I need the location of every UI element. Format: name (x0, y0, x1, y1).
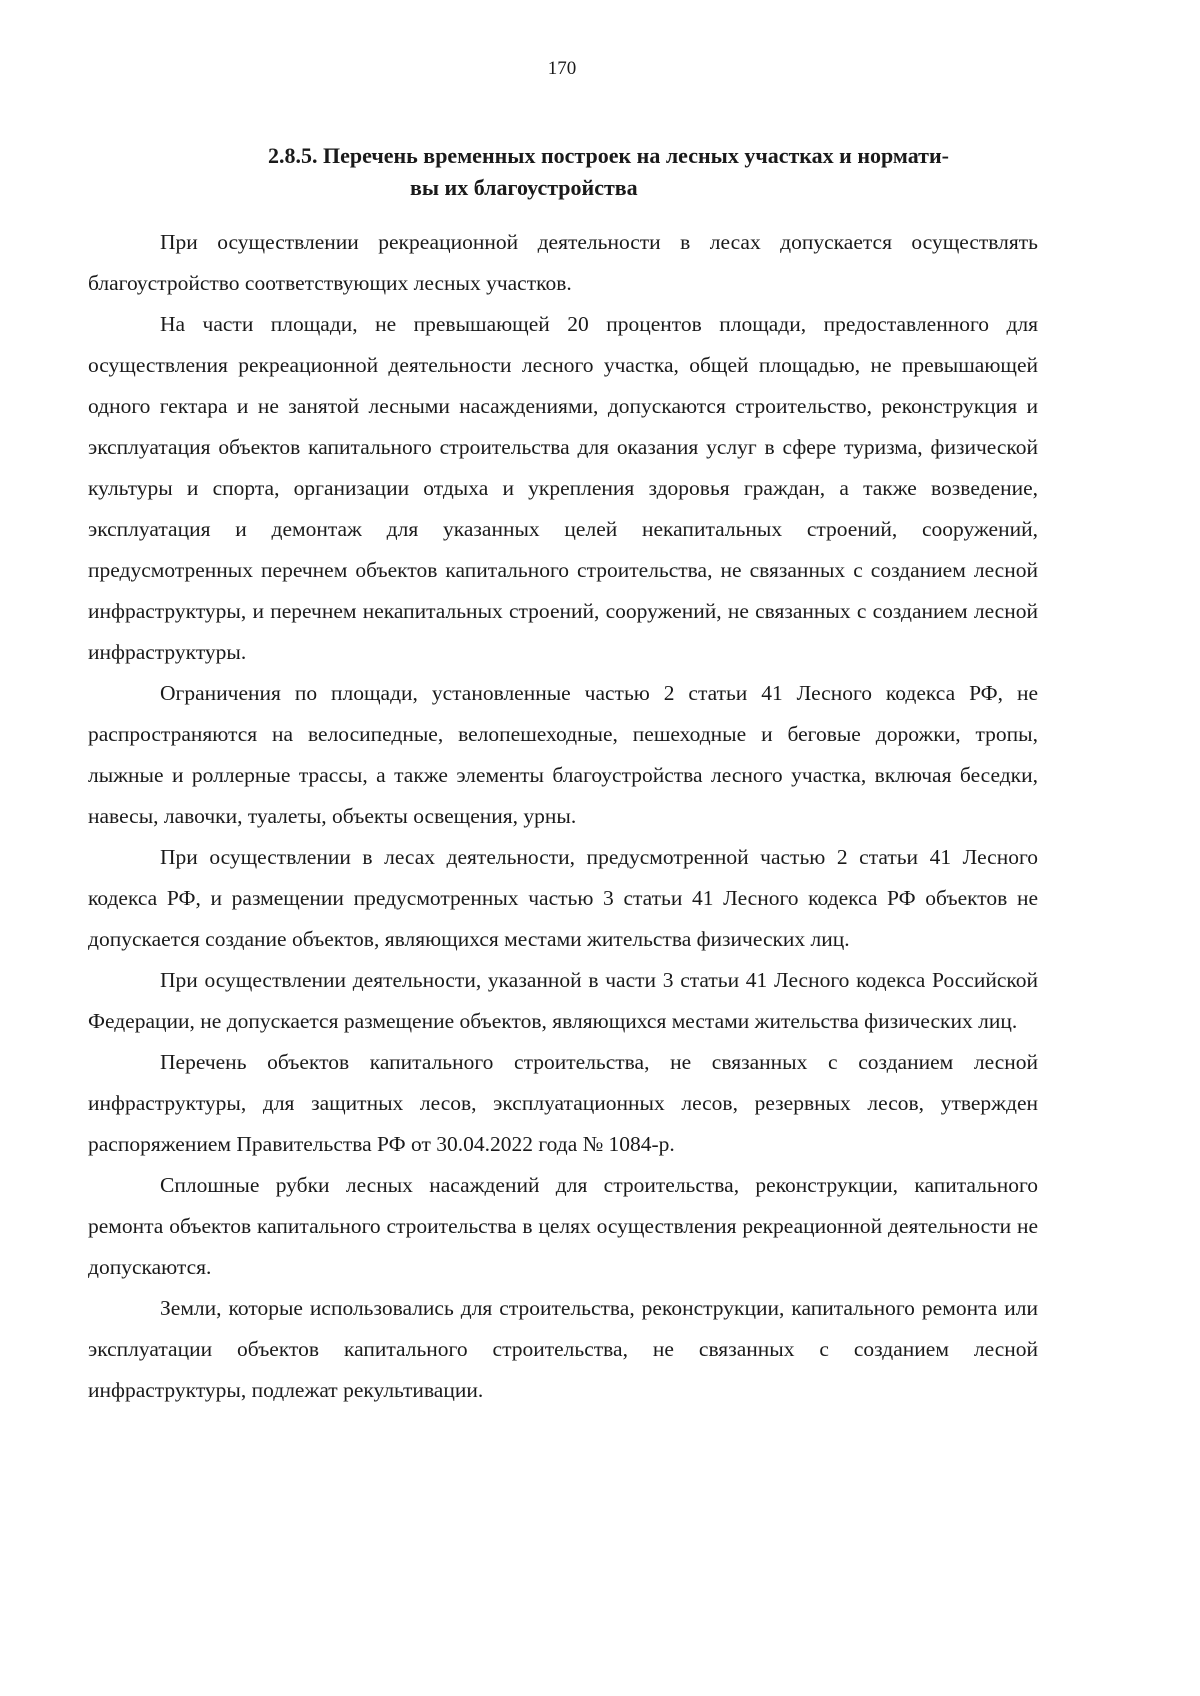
paragraph-6: Перечень объектов капитального строительства, не связанных с созданием лесной инфраструктуры, для защитных лесов, эксплуатационных лесов, резервных лесов, утвержден распоряжением Правительства РФ от 30.04.2022 года № 1084-р. (88, 1050, 1038, 1156)
paragraph-7: Сплошные рубки лесных насаждений для строительства, реконструкции, капитального ремонта объектов капитального строительства в целях осуществления рекреационной деятельности не допускаются. (88, 1173, 1038, 1279)
paragraph-2: На части площади, не превышающей 20 процентов площади, предоставленного для осуществления рекреационной деятельности лесного участка, общей площадью, не превышающей одного гектара и не занятой лесными насаждениями, допускаются строительство, реконструкция и эксплуатация объектов капитального строительства для оказания услуг в сфере туризма, физической культуры и спорта, организации отдыха и укрепления здоровья граждан, а также возведение, эксплуатация и демонтаж для указанных целей некапитальных строений, сооружений, предусмотренных перечнем объектов капитального строительства, не связанных с созданием лесной инфраструктуры, и перечнем некапитальных строений, сооружений, не связанных с созданием лесной инфраструктуры. (88, 312, 1038, 664)
paragraph-3: Ограничения по площади, установленные частью 2 статьи 41 Лесного кодекса РФ, не распространяются на велосипедные, велопешеходные, пешеходные и беговые дорожки, тропы, лыжные и роллерные трассы, а также элементы благоустройства лесного участка, включая беседки, навесы, лавочки, туалеты, объекты освещения, урны. (88, 681, 1038, 828)
body-text (88, 222, 1038, 1411)
section-heading-line-1: 2.8.5. Перечень временных построек на лесных участках и нормати- (268, 143, 949, 168)
paragraph-5: При осуществлении деятельности, указанной в части 3 статьи 41 Лесного кодекса Российской Федерации, не допускается размещение объектов, являющихся местами жительства физических лиц. (88, 968, 1038, 1033)
section-heading-line-2: вы их благоустройства (410, 175, 638, 200)
paragraph-1: При осуществлении рекреационной деятельности в лесах допускается осуществлять благоустройство соответствующих лесных участков. (88, 230, 1038, 295)
paragraph-8: Земли, которые использовались для строительства, реконструкции, капитального ремонта или эксплуатации объектов капитального строительства, не связанных с созданием лесной инфраструктуры, подлежат рекультивации. (88, 1296, 1038, 1402)
paragraph-4: При осуществлении в лесах деятельности, предусмотренной частью 2 статьи 41 Лесного кодекса РФ, и размещении предусмотренных частью 3 статьи 41 Лесного кодекса РФ объектов не допускается создание объектов, являющихся местами жительства физических лиц. (88, 845, 1038, 951)
section-heading (268, 140, 1038, 204)
page-number: 170 (547, 58, 577, 79)
